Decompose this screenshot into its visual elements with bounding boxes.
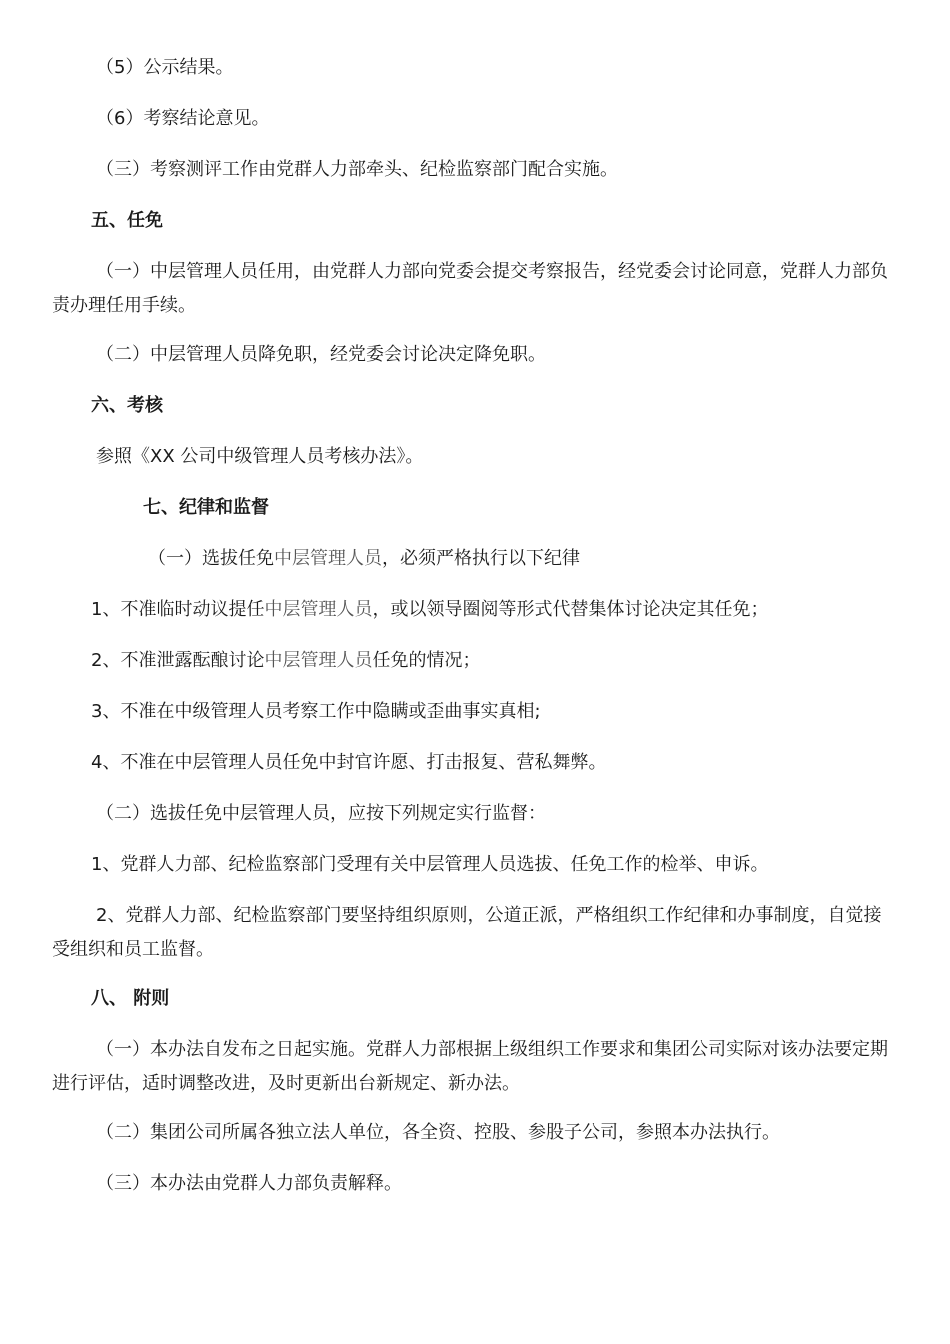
paragraph-demotion: （二）中层管理人员降免职，经党委会讨论决定降免职。 <box>96 344 546 365</box>
paragraph-conclusion: （6）考察结论意见。 <box>96 108 270 129</box>
paragraph-effective-date: （一）本办法自发布之日起实施。党群人力部根据上级组织工作要求和集团公司实际对该办法要定期进行评估，适时调整改进，及时更新出台新规定、新办法。 <box>52 1039 888 1094</box>
text-segment-highlight: 中层管理人员 <box>264 599 373 620</box>
list-item-rule-2 <box>91 644 480 678</box>
text-segment: ，必须严格执行以下纪律 <box>382 548 580 569</box>
text-segment-highlight: 中层管理人员 <box>274 548 382 569</box>
text-segment: ，或以领导圈阅等形式代替集体讨论决定其任免； <box>372 599 769 620</box>
paragraph-assessment-reference: 参照《XX 公司中级管理人员考核办法》。 <box>96 446 424 467</box>
text-segment: 2、不准泄露酝酿讨论 <box>91 650 265 671</box>
list-item-rule-4: 4、不准在中层管理人员任免中封官许愿、打击报复、营私舞弊。 <box>91 752 607 773</box>
paragraph-interpretation: （三）本办法由党群人力部负责解释。 <box>96 1173 402 1194</box>
paragraph-supervision-intro: （二）选拔任免中层管理人员，应按下列规定实行监督： <box>96 803 546 824</box>
section-heading-assessment: 六、考核 <box>91 395 163 416</box>
section-heading-supplementary: 八、 附则 <box>91 988 170 1009</box>
text-segment: （一）选拔任免 <box>148 548 274 569</box>
paragraph-subsidiaries: （二）集团公司所属各独立法人单位，各全资、控股、参股子公司，参照本办法执行。 <box>96 1122 780 1143</box>
list-item-rule-1 <box>91 593 768 627</box>
paragraph-discipline-intro <box>148 542 580 576</box>
list-item-supervision-2: 2、党群人力部、纪检监察部门要坚持组织原则，公道正派，严格组织工作纪律和办事制度，自觉接受组织和员工监督。 <box>52 905 882 960</box>
text-segment: 1、不准临时动议提任 <box>91 599 265 620</box>
section-heading-discipline: 七、纪律和监督 <box>143 497 269 518</box>
list-item-rule-3: 3、不准在中级管理人员考察工作中隐瞒或歪曲事实真相; <box>91 701 541 722</box>
paragraph-appointment-use: （一）中层管理人员任用，由党群人力部向党委会提交考察报告，经党委会讨论同意，党群人力部负责办理任用手续。 <box>52 261 888 316</box>
paragraph-public-result: （5）公示结果。 <box>96 57 234 78</box>
paragraph-evaluation-work: （三）考察测评工作由党群人力部牵头、纪检监察部门配合实施。 <box>96 159 618 180</box>
text-segment-highlight: 中层管理人员 <box>264 650 373 671</box>
text-segment: 任免的情况； <box>372 650 481 671</box>
list-item-supervision-1: 1、党群人力部、纪检监察部门受理有关中层管理人员选拔、任免工作的检举、申诉。 <box>91 854 769 875</box>
section-heading-appointment: 五、任免 <box>91 210 163 231</box>
